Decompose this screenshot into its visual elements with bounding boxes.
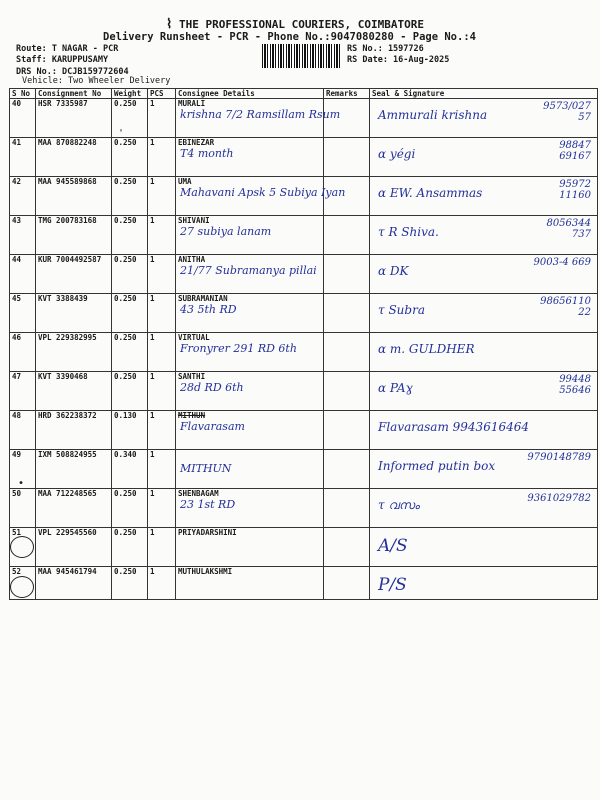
- consignee-cell: [176, 333, 324, 372]
- consignee-cell: [176, 450, 324, 489]
- handwritten-phone: 9573/027 57: [543, 101, 591, 123]
- handwritten-signature: τ Subra: [378, 303, 425, 317]
- consignment-text: HSR 7335987: [38, 99, 88, 108]
- handwritten-signature: τ R Shiva.: [378, 225, 439, 239]
- pcs-cell: [148, 138, 176, 177]
- consignee-text: PRIYADARSHINI: [178, 528, 237, 537]
- consignee-cell: [176, 177, 346, 216]
- table-row: [10, 528, 598, 567]
- handwritten-phone: 98847 69167: [559, 140, 591, 162]
- consignment-text: VPL 229382995: [38, 333, 97, 342]
- barcode-image: [262, 44, 340, 68]
- weight-cell: [112, 411, 148, 450]
- weight-cell: [112, 99, 148, 138]
- weight-cell: [112, 450, 148, 489]
- drs-text: DRS No.: DCJB159772604: [16, 67, 129, 77]
- weight-text: 0.250: [114, 216, 137, 225]
- sno-text: 42: [12, 177, 22, 186]
- sno-text: 49: [12, 450, 22, 459]
- sno-cell: [10, 255, 36, 294]
- sno-text: 44: [12, 255, 22, 264]
- sno-cell: [10, 99, 36, 138]
- consignee-cell: [176, 99, 341, 138]
- remarks-cell: [324, 411, 370, 450]
- remarks-cell: [324, 528, 370, 567]
- remarks-cell: [324, 294, 370, 333]
- handwritten-address: Flavarasam: [180, 420, 245, 433]
- sno-cell: [10, 216, 36, 255]
- signature-cell: [370, 216, 598, 255]
- handwritten-address: 43 5th RD: [180, 303, 237, 316]
- signature-cell: [370, 450, 598, 489]
- remarks-cell: [324, 333, 370, 372]
- signature-cell: [370, 177, 598, 216]
- sno-cell: [10, 489, 36, 528]
- table-row: [10, 372, 598, 411]
- sno-text: 40: [12, 99, 22, 108]
- consignment-cell: [36, 567, 112, 600]
- sno-text: 51: [12, 528, 22, 537]
- rs-date: RS Date: 16-Aug-2025: [347, 55, 450, 65]
- remarks-cell: [324, 138, 370, 177]
- handwritten-address: 23 1st RD: [180, 498, 236, 511]
- weight-text: 0.250: [114, 294, 137, 303]
- weight-text: 0.250: [114, 489, 137, 498]
- table-row: [10, 567, 598, 600]
- consignee-text: SUBRAMANIAN: [178, 294, 228, 303]
- consignment-text: VPL 229545560: [38, 528, 97, 537]
- sno-text: 48: [12, 411, 22, 420]
- handwritten-phone: 9361029782: [527, 493, 591, 504]
- arrow-mark-icon: ⌇: [166, 17, 173, 32]
- consignment-cell: [36, 372, 112, 411]
- table-row: [10, 216, 598, 255]
- remarks-cell: [324, 177, 370, 216]
- sno-cell: [10, 294, 36, 333]
- consignment-text: TMG 200783168: [38, 216, 97, 225]
- weight-text: 0.250: [114, 99, 137, 108]
- pcs-text: 1: [150, 489, 155, 498]
- sno-text: 47: [12, 372, 22, 381]
- handwritten-phone: 8056344 737: [546, 218, 591, 240]
- remarks-cell: [324, 450, 370, 489]
- pcs-cell: [148, 177, 176, 216]
- pcs-text: 1: [150, 333, 155, 342]
- company-name: THE PROFESSIONAL COURIERS, COIMBATORE: [178, 18, 425, 31]
- handwritten-address: Fronyrer 291 RD 6th: [180, 342, 297, 355]
- pcs-text: 1: [150, 411, 155, 420]
- col-header-consignment: Consignment No: [36, 89, 112, 99]
- consignee-text: SANTHI: [178, 372, 206, 381]
- handwritten-signature: α yégi: [378, 147, 416, 161]
- consignment-text: KUR 7004492587: [38, 255, 102, 264]
- weight-text: 0.250: [114, 567, 137, 576]
- handwritten-signature: P/S: [378, 575, 407, 595]
- handwritten-address: Mahavani Apsk 5 Subiya Iyan: [180, 186, 346, 199]
- handwritten-address: 27 subiya lanam: [180, 225, 272, 238]
- consignee-cell: [176, 294, 324, 333]
- handwritten-signature: α PAɣ: [378, 381, 413, 395]
- table-row: [10, 411, 598, 450]
- runsheet-subtitle: Delivery Runsheet - PCR - Phone No.:9047080280 - Page No.:4: [103, 31, 476, 43]
- consignee-text: MUTHULAKSHMI: [178, 567, 233, 576]
- weight-cell: [112, 216, 148, 255]
- pcs-cell: [148, 489, 176, 528]
- runsheet-table: [9, 88, 598, 600]
- consignee-cell: [176, 138, 324, 177]
- tick-mark: ': [118, 128, 125, 139]
- handwritten-signature: α EW. Ansammas: [378, 186, 483, 200]
- weight-text: 0.130: [114, 411, 137, 420]
- weight-cell: [112, 294, 148, 333]
- remarks-cell: [324, 372, 370, 411]
- pcs-text: 1: [150, 216, 155, 225]
- consignment-cell: [36, 216, 112, 255]
- pcs-text: 1: [150, 138, 155, 147]
- consignee-text: SHIVANI: [178, 216, 210, 225]
- table-row: [10, 450, 598, 489]
- pcs-text: 1: [150, 177, 155, 186]
- table-row: [10, 138, 598, 177]
- handwritten-address: MITHUN: [180, 462, 232, 475]
- consignment-cell: [36, 411, 112, 450]
- table-row: [10, 333, 598, 372]
- rs-number: RS No.: 1597726: [347, 44, 424, 54]
- signature-cell: [370, 294, 598, 333]
- sno-cell: [10, 138, 36, 177]
- handwritten-phone: 98656110 22: [540, 296, 591, 318]
- pcs-cell: [148, 99, 176, 138]
- consignee-text: UMA: [178, 177, 192, 186]
- col-header-weight: Weight: [112, 89, 148, 99]
- weight-cell: [112, 255, 148, 294]
- table-row: [10, 489, 598, 528]
- signature-cell: [370, 567, 598, 600]
- weight-text: 0.250: [114, 372, 137, 381]
- remarks-cell: [324, 99, 370, 138]
- pcs-cell: [148, 216, 176, 255]
- consignment-cell: [36, 294, 112, 333]
- weight-cell: [112, 567, 148, 600]
- consignment-cell: [36, 333, 112, 372]
- sno-cell: [10, 411, 36, 450]
- consignee-cell: [176, 567, 324, 600]
- handwritten-phone: 95972 11160: [559, 179, 591, 201]
- circle-mark: [10, 536, 34, 558]
- weight-text: 0.250: [114, 177, 137, 186]
- col-header-pcs: PCS: [148, 89, 176, 99]
- signature-cell: [370, 528, 598, 567]
- handwritten-address: 21/77 Subramanya pillai: [180, 264, 317, 277]
- weight-text: 0.250: [114, 528, 137, 537]
- pcs-text: 1: [150, 255, 155, 264]
- signature-cell: [370, 489, 598, 528]
- sno-text: 45: [12, 294, 22, 303]
- handwritten-address: krishna 7/2 Ramsillam Rsum: [180, 108, 341, 121]
- consignee-text: ANITHA: [178, 255, 206, 264]
- weight-text: 0.250: [114, 138, 137, 147]
- pcs-text: 1: [150, 528, 155, 537]
- consignment-cell: [36, 450, 112, 489]
- pcs-text: 1: [150, 450, 155, 459]
- consignment-cell: [36, 177, 112, 216]
- table-header-row: [10, 89, 598, 99]
- weight-cell: [112, 489, 148, 528]
- consignment-text: MAA 870882248: [38, 138, 97, 147]
- handwritten-phone: 99448 55646: [559, 374, 591, 396]
- handwritten-signature: α DK: [378, 264, 409, 278]
- remarks-cell: [324, 216, 370, 255]
- circle-mark: [10, 576, 34, 598]
- signature-cell: [370, 333, 598, 372]
- pcs-text: 1: [150, 567, 155, 576]
- staff-text: Staff: KARUPPUSAMY: [16, 55, 109, 65]
- weight-cell: [112, 372, 148, 411]
- consignee-text: SHENBAGAM: [178, 489, 219, 498]
- consignment-text: IXM 508824955: [38, 450, 97, 459]
- handwritten-phone: 9003-4 669: [533, 257, 591, 268]
- weight-text: 0.250: [114, 255, 137, 264]
- pcs-text: 1: [150, 294, 155, 303]
- sno-text: 50: [12, 489, 22, 498]
- remarks-cell: [324, 567, 370, 600]
- vehicle-text: Vehicle: Two Wheeler Delivery: [22, 76, 171, 86]
- pcs-cell: [148, 411, 176, 450]
- col-header-signature: Seal & Signature: [370, 89, 598, 99]
- weight-cell: [112, 138, 148, 177]
- pcs-cell: [148, 372, 176, 411]
- sno-cell: [10, 177, 36, 216]
- consignment-text: KVT 3390468: [38, 372, 88, 381]
- col-header-sno: S No: [10, 89, 36, 99]
- consignee-cell: [176, 489, 324, 528]
- remarks-cell: [324, 489, 370, 528]
- consignee-cell: [176, 372, 324, 411]
- handwritten-signature: Flavarasam 9943616464: [378, 420, 529, 434]
- weight-cell: [112, 333, 148, 372]
- pcs-text: 1: [150, 372, 155, 381]
- consignment-text: MAA 712248565: [38, 489, 97, 498]
- weight-text: 0.340: [114, 450, 137, 459]
- consignee-text: EBINEZAR: [178, 138, 215, 147]
- col-header-consignee: Consignee Details: [176, 89, 324, 99]
- table-row: [10, 294, 598, 333]
- handwritten-signature: Informed putin box: [378, 459, 496, 473]
- col-header-remarks: Remarks: [324, 89, 370, 99]
- sno-text: 52: [12, 567, 22, 576]
- consignment-cell: [36, 138, 112, 177]
- pcs-text: 1: [150, 99, 155, 108]
- sno-cell: [10, 372, 36, 411]
- sno-cell: [10, 333, 36, 372]
- consignment-text: MAA 945461794: [38, 567, 97, 576]
- sno-text: 46: [12, 333, 22, 342]
- handwritten-address: 28d RD 6th: [180, 381, 244, 394]
- signature-cell: [370, 255, 598, 294]
- table-row: [10, 255, 598, 294]
- consignee-cell: [176, 255, 324, 294]
- remarks-cell: [324, 255, 370, 294]
- consignment-text: KVT 3388439: [38, 294, 88, 303]
- pcs-cell: [148, 567, 176, 600]
- tick-mark: •: [18, 478, 25, 489]
- pcs-cell: [148, 255, 176, 294]
- consignee-cell: [176, 216, 324, 255]
- consignment-text: MAA 945589868: [38, 177, 97, 186]
- handwritten-phone: 9790148789: [527, 452, 591, 463]
- signature-cell: [370, 99, 598, 138]
- weight-cell: [112, 528, 148, 567]
- consignee-cell: [176, 411, 324, 450]
- consignment-cell: [36, 489, 112, 528]
- signature-cell: [370, 411, 598, 450]
- pcs-cell: [148, 528, 176, 567]
- consignee-text: VIRTUAL: [178, 333, 210, 342]
- consignment-text: HRD 362238372: [38, 411, 97, 420]
- consignment-cell: [36, 255, 112, 294]
- handwritten-signature: α m. GULDHER: [378, 342, 475, 356]
- consignee-cell: [176, 528, 324, 567]
- handwritten-signature: A/S: [378, 536, 408, 556]
- signature-cell: [370, 138, 598, 177]
- table-row: [10, 177, 598, 216]
- sno-text: 41: [12, 138, 22, 147]
- route-text: Route: T NAGAR - PCR: [16, 44, 119, 54]
- pcs-cell: [148, 294, 176, 333]
- handwritten-address: T4 month: [180, 147, 234, 160]
- weight-text: 0.250: [114, 333, 137, 342]
- consignee-text: MURALI: [178, 99, 206, 108]
- consignment-cell: [36, 99, 112, 138]
- pcs-cell: [148, 333, 176, 372]
- weight-cell: [112, 177, 148, 216]
- consignment-cell: [36, 528, 112, 567]
- table-row: [10, 99, 598, 138]
- handwritten-signature: Ammurali krishna: [378, 108, 488, 122]
- pcs-cell: [148, 450, 176, 489]
- company-title: [166, 17, 424, 32]
- sno-text: 43: [12, 216, 22, 225]
- handwritten-signature: τ വസം: [378, 498, 420, 512]
- consignee-text: MITHUN: [178, 411, 206, 420]
- signature-cell: [370, 372, 598, 411]
